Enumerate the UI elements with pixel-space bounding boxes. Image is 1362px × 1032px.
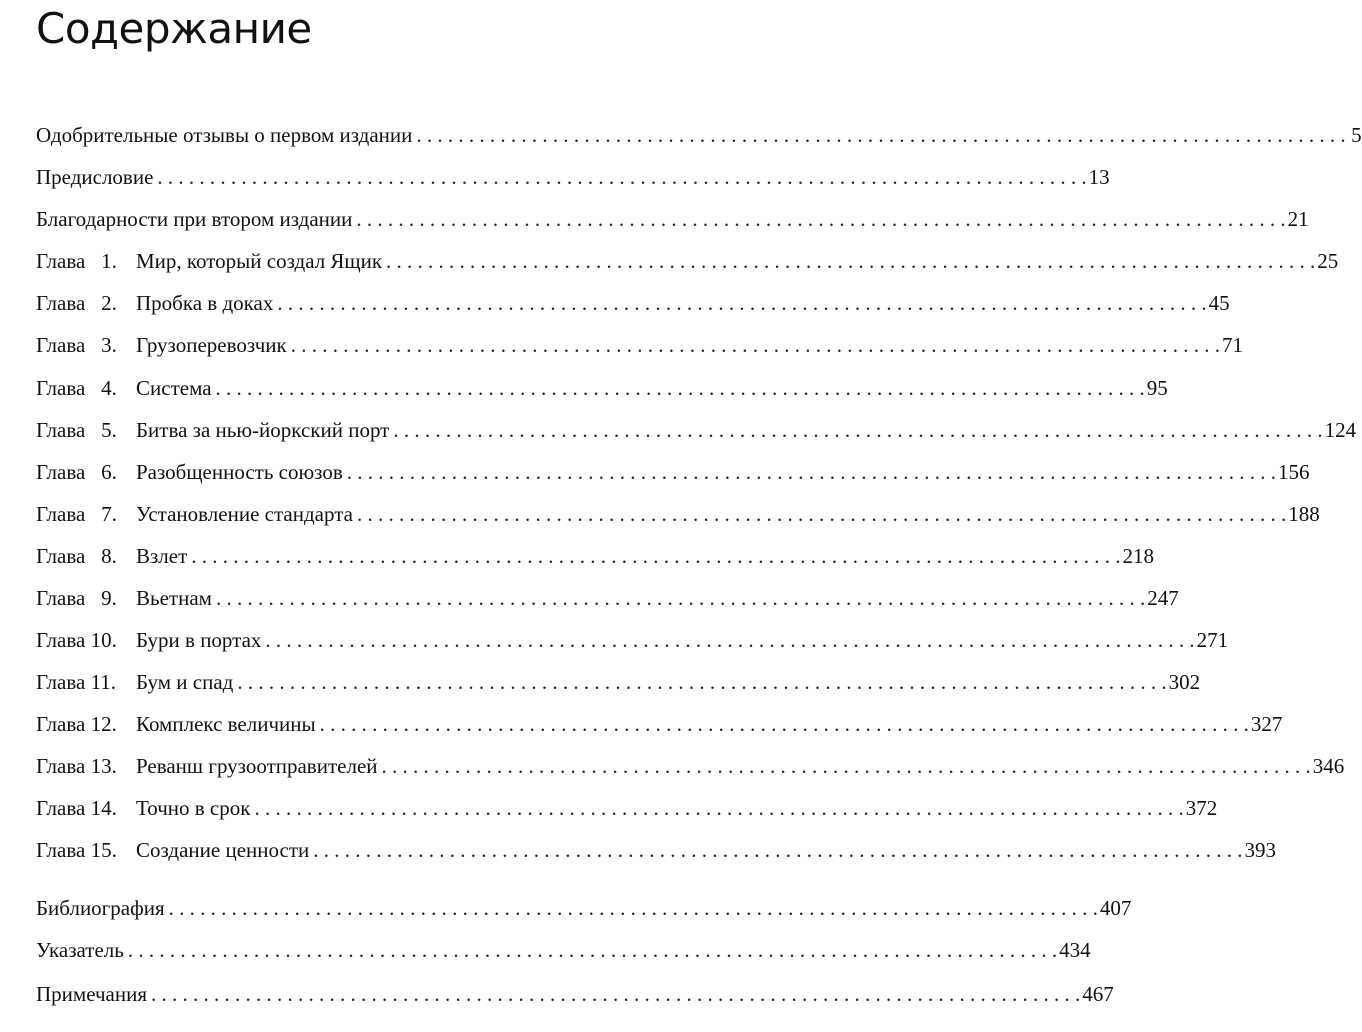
page-title: Содержание bbox=[36, 4, 312, 53]
toc-entry-chapter-8[interactable] bbox=[36, 543, 1155, 569]
toc-entry[interactable] bbox=[36, 206, 1309, 232]
toc-entry-title: Система bbox=[136, 376, 212, 400]
dot-leader: . . . . . . . . . . . . . . . . . . . . . . . . . . . . . . . . . . . . . . . . . . . . . . . . . . . . . . . . . . . . . . . . . . . . . . . . . . . . . . . . . . . . . . . . . bbox=[381, 754, 1311, 778]
dot-leader: . . . . . . . . . . . . . . . . . . . . . . . . . . . . . . . . . . . . . . . . . . . . . . . . . . . . . . . . . . . . . . . . . . . . . . . . . . . . . . . . . . . . . . . . . bbox=[127, 938, 1058, 962]
toc-entry-chapter-11[interactable] bbox=[36, 669, 1201, 695]
toc-entry-page: 5 bbox=[1351, 123, 1362, 147]
toc-entry-page: 327 bbox=[1250, 712, 1283, 736]
toc-entry-title: Предисловие bbox=[36, 165, 154, 189]
toc-entry[interactable] bbox=[36, 981, 1114, 1007]
dot-leader: . . . . . . . . . . . . . . . . . . . . . . . . . . . . . . . . . . . . . . . . . . . . . . . . . . . . . . . . . . . . . . . . . . . . . . . . . . . . . . . . . . . . . . . . . bbox=[356, 207, 1286, 231]
toc-entry-page: 25 bbox=[1317, 249, 1339, 273]
dot-leader: . . . . . . . . . . . . . . . . . . . . . . . . . . . . . . . . . . . . . . . . . . . . . . . . . . . . . . . . . . . . . . . . . . . . . . . . . . . . . . . . . . . . . . . . . bbox=[191, 544, 1121, 568]
toc-chapter-number: Глава 3. bbox=[36, 333, 117, 357]
toc-entry-page: 271 bbox=[1196, 628, 1229, 652]
toc-entry-page: 302 bbox=[1168, 670, 1201, 694]
toc-entry[interactable] bbox=[36, 895, 1132, 921]
toc-entry-title: Одобрительные отзывы о первом издании bbox=[36, 123, 413, 147]
toc-entry-page: 13 bbox=[1088, 165, 1110, 189]
toc-entry-page: 393 bbox=[1244, 838, 1277, 862]
toc-entry[interactable] bbox=[36, 122, 1362, 148]
toc-entry-page: 346 bbox=[1312, 754, 1345, 778]
toc-chapter-number: Глава 13. bbox=[36, 754, 117, 778]
toc-chapter-number: Глава 11. bbox=[36, 670, 117, 694]
dot-leader: . . . . . . . . . . . . . . . . . . . . . . . . . . . . . . . . . . . . . . . . . . . . . . . . . . . . . . . . . . . . . . . . . . . . . . . . . . . . . . . . . . . . . . . . . bbox=[237, 670, 1167, 694]
toc-entry-chapter-3[interactable] bbox=[36, 332, 1243, 358]
toc-entry-title: Мир, который создал Ящик bbox=[136, 249, 383, 273]
toc-entry-chapter-5[interactable] bbox=[36, 417, 1357, 443]
toc-chapter-number: Глава 6. bbox=[36, 460, 117, 484]
toc-entry-page: 434 bbox=[1059, 938, 1091, 962]
toc-entry-page: 71 bbox=[1222, 333, 1243, 357]
toc-entry-title: Битва за нью-йоркский порт bbox=[136, 418, 390, 442]
toc-chapter-number: Глава 5. bbox=[36, 418, 117, 442]
toc-entry-title: Создание ценности bbox=[136, 838, 310, 862]
toc-entry-title: Библиография bbox=[36, 896, 165, 920]
toc-entry-title: Вьетнам bbox=[136, 586, 212, 610]
table-of-contents bbox=[36, 0, 1362, 1032]
toc-entry-page: 372 bbox=[1185, 796, 1218, 820]
toc-entry-title: Установление стандарта bbox=[136, 502, 353, 526]
toc-chapter-number: Глава 8. bbox=[36, 544, 117, 568]
toc-chapter-number: Глава 7. bbox=[36, 502, 117, 526]
dot-leader: . . . . . . . . . . . . . . . . . . . . . . . . . . . . . . . . . . . . . . . . . . . . . . . . . . . . . . . . . . . . . . . . . . . . . . . . . . . . . . . . . . . . . . . . . bbox=[393, 418, 1323, 442]
toc-entry-chapter-10[interactable] bbox=[36, 627, 1229, 653]
toc-entry-page: 467 bbox=[1082, 982, 1114, 1006]
dot-leader: . . . . . . . . . . . . . . . . . . . . . . . . . . . . . . . . . . . . . . . . . . . . . . . . . . . . . . . . . . . . . . . . . . . . . . . . . . . . . . . . . . . . . . . . . bbox=[215, 376, 1145, 400]
toc-chapter-number: Глава 4. bbox=[36, 376, 117, 400]
toc-chapter-number: Глава 9. bbox=[36, 586, 117, 610]
toc-entry-title: Бури в портах bbox=[136, 628, 262, 652]
toc-chapter-number: Глава 12. bbox=[36, 712, 117, 736]
dot-leader: . . . . . . . . . . . . . . . . . . . . . . . . . . . . . . . . . . . . . . . . . . . . . . . . . . . . . . . . . . . . . . . . . . . . . . . . . . . . . . . . . . . . . . . . . bbox=[356, 502, 1287, 526]
toc-entry-chapter-1[interactable] bbox=[36, 248, 1339, 274]
toc-entry-title: Примечания bbox=[36, 982, 148, 1006]
dot-leader: . . . . . . . . . . . . . . . . . . . . . . . . . . . . . . . . . . . . . . . . . . . . . . . . . . . . . . . . . . . . . . . . . . . . . . . . . . . . . . . . . . . . . . . . . bbox=[265, 628, 1195, 652]
toc-entry-title: Грузоперевозчик bbox=[136, 333, 287, 357]
toc-entry-page: 218 bbox=[1122, 544, 1155, 568]
toc-entry-page: 188 bbox=[1288, 502, 1320, 526]
dot-leader: . . . . . . . . . . . . . . . . . . . . . . . . . . . . . . . . . . . . . . . . . . . . . . . . . . . . . . . . . . . . . . . . . . . . . . . . . . . . . . . . . . . . . . . . . bbox=[319, 712, 1249, 736]
toc-entry[interactable] bbox=[36, 937, 1091, 963]
toc-chapter-number: Глава 10. bbox=[36, 628, 117, 652]
toc-entry-chapter-14[interactable] bbox=[36, 795, 1218, 821]
toc-entry-title: Пробка в доках bbox=[136, 291, 274, 315]
toc-entry-title: Указатель bbox=[36, 938, 124, 962]
dot-leader: . . . . . . . . . . . . . . . . . . . . . . . . . . . . . . . . . . . . . . . . . . . . . . . . . . . . . . . . . . . . . . . . . . . . . . . . . . . . . . . . . . . . . . . . . bbox=[416, 123, 1346, 147]
dot-leader: . . . . . . . . . . . . . . . . . . . . . . . . . . . . . . . . . . . . . . . . . . . . . . . . . . . . . . . . . . . . . . . . . . . . . . . . . . . . . . . . . . . . . . . . . bbox=[277, 291, 1207, 315]
toc-entry-page: 45 bbox=[1208, 291, 1230, 315]
toc-entry-page: 156 bbox=[1278, 460, 1310, 484]
toc-chapter-number: Глава 14. bbox=[36, 796, 117, 820]
toc-entry-page: 124 bbox=[1324, 418, 1357, 442]
toc-chapter-number: Глава 1. bbox=[36, 249, 117, 273]
toc-entry-title: Взлет bbox=[136, 544, 188, 568]
dot-leader: . . . . . . . . . . . . . . . . . . . . . . . . . . . . . . . . . . . . . . . . . . . . . . . . . . . . . . . . . . . . . . . . . . . . . . . . . . . . . . . . . . . . . . . . . bbox=[290, 333, 1220, 357]
dot-leader: . . . . . . . . . . . . . . . . . . . . . . . . . . . . . . . . . . . . . . . . . . . . . . . . . . . . . . . . . . . . . . . . . . . . . . . . . . . . . . . . . . . . . . . . . bbox=[151, 982, 1081, 1006]
toc-chapter-number: Глава 15. bbox=[36, 838, 117, 862]
toc-entry-title: Благодарности при втором издании bbox=[36, 207, 353, 231]
toc-entry-title: Комплекс величины bbox=[136, 712, 316, 736]
toc-entry-chapter-4[interactable] bbox=[36, 375, 1168, 401]
dot-leader: . . . . . . . . . . . . . . . . . . . . . . . . . . . . . . . . . . . . . . . . . . . . . . . . . . . . . . . . . . . . . . . . . . . . . . . . . . . . . . . . . . . . . . . . . bbox=[215, 586, 1146, 610]
toc-entry-chapter-12[interactable] bbox=[36, 711, 1283, 737]
toc-entry-chapter-6[interactable] bbox=[36, 459, 1310, 485]
toc-entry-chapter-13[interactable] bbox=[36, 753, 1345, 779]
toc-entry-title: Реванш грузоотправителей bbox=[136, 754, 378, 778]
dot-leader: . . . . . . . . . . . . . . . . . . . . . . . . . . . . . . . . . . . . . . . . . . . . . . . . . . . . . . . . . . . . . . . . . . . . . . . . . . . . . . . . . . . . . . . . . bbox=[346, 460, 1277, 484]
toc-entry-chapter-9[interactable] bbox=[36, 585, 1179, 611]
toc-entry-page: 95 bbox=[1146, 376, 1168, 400]
toc-entry-chapter-15[interactable] bbox=[36, 837, 1277, 863]
toc-entry-page: 407 bbox=[1099, 896, 1132, 920]
toc-entry[interactable] bbox=[36, 164, 1110, 190]
toc-entry-chapter-7[interactable] bbox=[36, 501, 1320, 527]
dot-leader: . . . . . . . . . . . . . . . . . . . . . . . . . . . . . . . . . . . . . . . . . . . . . . . . . . . . . . . . . . . . . . . . . . . . . . . . . . . . . . . . . . . . . . . . . bbox=[168, 896, 1098, 920]
toc-entry-page: 21 bbox=[1287, 207, 1309, 231]
toc-entry-title: Бум и спад bbox=[136, 670, 234, 694]
dot-leader: . . . . . . . . . . . . . . . . . . . . . . . . . . . . . . . . . . . . . . . . . . . . . . . . . . . . . . . . . . . . . . . . . . . . . . . . . . . . . . . . . . . . . . . . . bbox=[254, 796, 1184, 820]
dot-leader: . . . . . . . . . . . . . . . . . . . . . . . . . . . . . . . . . . . . . . . . . . . . . . . . . . . . . . . . . . . . . . . . . . . . . . . . . . . . . . . . . . . . . . . . . bbox=[157, 165, 1087, 189]
dot-leader: . . . . . . . . . . . . . . . . . . . . . . . . . . . . . . . . . . . . . . . . . . . . . . . . . . . . . . . . . . . . . . . . . . . . . . . . . . . . . . . . . . . . . . . . . bbox=[313, 838, 1243, 862]
dot-leader: . . . . . . . . . . . . . . . . . . . . . . . . . . . . . . . . . . . . . . . . . . . . . . . . . . . . . . . . . . . . . . . . . . . . . . . . . . . . . . . . . . . . . . . . . bbox=[386, 249, 1316, 273]
toc-entry-page: 247 bbox=[1147, 586, 1179, 610]
toc-entry-title: Точно в срок bbox=[136, 796, 251, 820]
toc-entry-title: Разобщенность союзов bbox=[136, 460, 343, 484]
toc-entry-chapter-2[interactable] bbox=[36, 290, 1230, 316]
toc-chapter-number: Глава 2. bbox=[36, 291, 117, 315]
